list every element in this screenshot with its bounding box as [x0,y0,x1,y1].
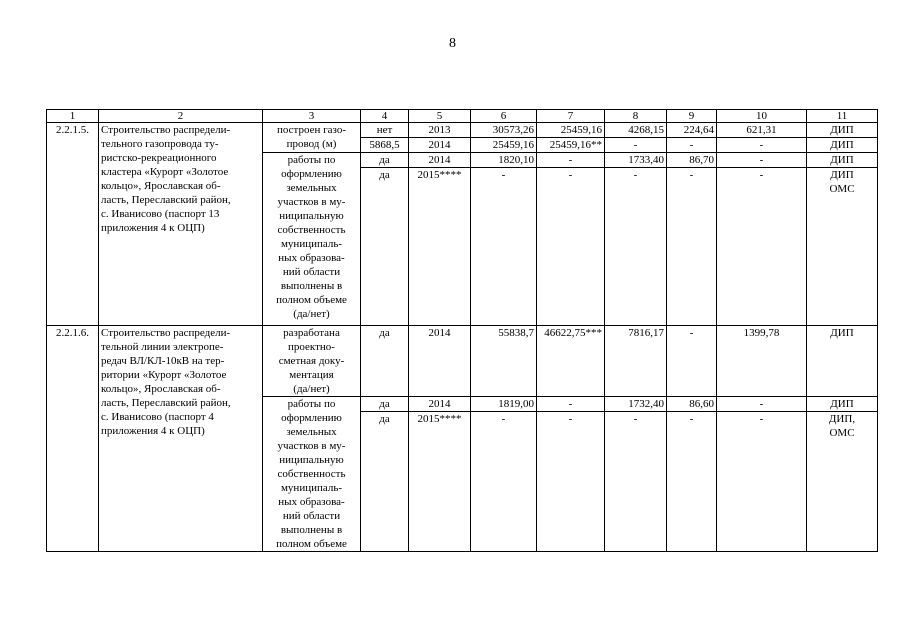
value-cell: да [361,153,409,168]
header-cell: 10 [717,110,807,123]
value-cell: - [471,168,537,326]
value-cell: - [537,412,605,552]
value-cell: 1399,78 [717,326,807,397]
value-cell: - [605,168,667,326]
value-cell: да [361,412,409,552]
value-cell: 5868,5 [361,138,409,153]
header-cell: 11 [807,110,878,123]
value-cell: да [361,397,409,412]
year-cell: 2015**** [409,168,471,326]
source-cell: ДИП [807,326,878,397]
indicator-cell: построен газо- провод (м) [263,123,361,153]
header-cell: 4 [361,110,409,123]
value-cell: 86,70 [667,153,717,168]
value-cell: - [537,153,605,168]
value-cell: 25459,16** [537,138,605,153]
header-cell: 9 [667,110,717,123]
indicator-cell: работы по оформлению земельных участков в му- ниципальную собственность муниципаль- ных образова- ний области выполнены в полном объеме (да/нет) [263,153,361,326]
value-cell: - [717,168,807,326]
program-table [46,109,878,552]
value-cell: - [667,138,717,153]
source-cell: ДИП [807,123,878,138]
value-cell: 224,64 [667,123,717,138]
value-cell: - [667,326,717,397]
value-cell: нет [361,123,409,138]
value-cell: - [537,397,605,412]
source-cell: ДИП [807,138,878,153]
table-row [47,123,878,138]
value-cell: - [605,138,667,153]
value-cell: - [537,168,605,326]
value-cell: 1732,40 [605,397,667,412]
value-cell: - [471,412,537,552]
header-cell: 8 [605,110,667,123]
header-cell: 5 [409,110,471,123]
header-row [47,110,878,123]
year-cell: 2014 [409,153,471,168]
page-number: 8 [449,36,456,51]
value-cell: 1733,40 [605,153,667,168]
year-cell: 2013 [409,123,471,138]
value-cell: - [605,412,667,552]
value-cell: 4268,15 [605,123,667,138]
header-cell: 2 [99,110,263,123]
indicator-cell: разработана проектно- сметная доку- ментация (да/нет) [263,326,361,397]
item-name: Строительство распредели- тельного газопровода ту- ристско-рекреационного кластера «Курорт «Золотое кольцо», Ярославская об- ласть, Переславский район, с. Иванисово (паспорт 13 приложения 4 к ОЦП) [99,123,263,326]
value-cell: 1820,10 [471,153,537,168]
value-cell: 30573,26 [471,123,537,138]
value-cell: - [717,397,807,412]
year-cell: 2015**** [409,412,471,552]
header-cell: 7 [537,110,605,123]
source-cell: ДИП, ОМС [807,412,878,552]
year-cell: 2014 [409,397,471,412]
value-cell: 25459,16 [471,138,537,153]
value-cell: - [717,138,807,153]
value-cell: 7816,17 [605,326,667,397]
value-cell: 46622,75*** [537,326,605,397]
indicator-cell: работы по оформлению земельных участков в му- ниципальную собственность муниципаль- ных образова- ний области выполнены в полном объеме [263,397,361,552]
value-cell: - [667,168,717,326]
value-cell: да [361,168,409,326]
table-row [47,326,878,397]
value-cell: 86,60 [667,397,717,412]
value-cell: - [667,412,717,552]
value-cell: да [361,326,409,397]
header-cell: 3 [263,110,361,123]
item-code: 2.2.1.6. [47,326,99,552]
header-cell: 1 [47,110,99,123]
value-cell: 25459,16 [537,123,605,138]
source-cell: ДИП [807,397,878,412]
header-cell: 6 [471,110,537,123]
year-cell: 2014 [409,326,471,397]
item-code: 2.2.1.5. [47,123,99,326]
value-cell: 1819,00 [471,397,537,412]
value-cell: 55838,7 [471,326,537,397]
source-cell: ДИП ОМС [807,168,878,326]
value-cell: - [717,153,807,168]
value-cell: 621,31 [717,123,807,138]
item-name: Строительство распредели- тельной линии электропе- редач ВЛ/КЛ-10кВ на тер- ритории «Курорт «Золотое кольцо», Ярославская об- ласть, Переславский район, с. Иванисово (паспорт 4 приложения 4 к ОЦП) [99,326,263,552]
year-cell: 2014 [409,138,471,153]
value-cell: - [717,412,807,552]
source-cell: ДИП [807,153,878,168]
